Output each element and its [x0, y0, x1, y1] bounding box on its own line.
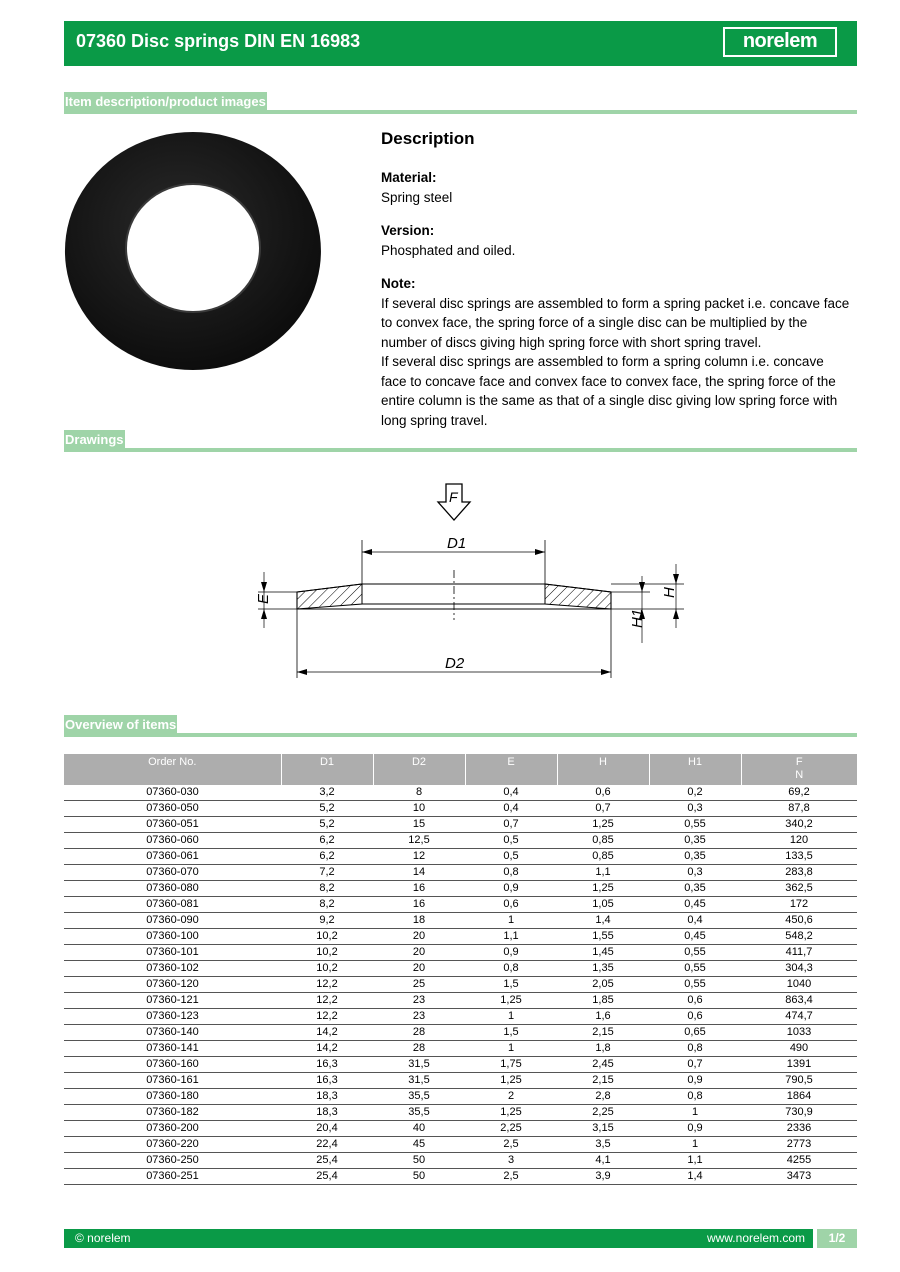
- cell-e: 0,4: [465, 785, 557, 801]
- cell-h: 3,15: [557, 1121, 649, 1137]
- cell-d1: 14,2: [281, 1041, 373, 1057]
- table-row: [64, 1121, 857, 1137]
- cell-d2: 8: [373, 785, 465, 801]
- note-text-1: If several disc springs are assembled to form a spring packet i.e. concave face to convex face, the spring force of a single disc can be multiplied by the number of discs giving high spring force with short spring travel.: [381, 295, 850, 350]
- cell-f: 1391: [741, 1057, 857, 1073]
- cell-order-no: 07360-141: [64, 1041, 281, 1057]
- cell-d1: 5,2: [281, 817, 373, 833]
- cell-d1: 8,2: [281, 897, 373, 913]
- cell-e: 3: [465, 1153, 557, 1169]
- section-rule: [64, 733, 857, 737]
- cell-h: 1,6: [557, 1009, 649, 1025]
- note-block: [381, 274, 851, 430]
- cell-order-no: 07360-081: [64, 897, 281, 913]
- cell-d2: 50: [373, 1169, 465, 1185]
- header-h: H: [557, 754, 649, 785]
- material-label: Material:: [381, 170, 437, 185]
- header-d2: D2: [373, 754, 465, 785]
- cell-d1: 14,2: [281, 1025, 373, 1041]
- cell-d2: 20: [373, 961, 465, 977]
- cell-e: 1,5: [465, 977, 557, 993]
- table-row: [64, 945, 857, 961]
- material-block: [381, 168, 851, 207]
- cell-d2: 12: [373, 849, 465, 865]
- cell-h1: 0,9: [649, 1121, 741, 1137]
- cell-h: 0,85: [557, 833, 649, 849]
- cell-h: 2,25: [557, 1105, 649, 1121]
- version-block: [381, 221, 851, 260]
- cell-d1: 9,2: [281, 913, 373, 929]
- cell-e: 0,8: [465, 961, 557, 977]
- cell-e: 2,25: [465, 1121, 557, 1137]
- cell-order-no: 07360-251: [64, 1169, 281, 1185]
- cell-d2: 35,5: [373, 1089, 465, 1105]
- cell-h1: 0,35: [649, 833, 741, 849]
- cell-order-no: 07360-070: [64, 865, 281, 881]
- cell-d2: 40: [373, 1121, 465, 1137]
- disc-spring-product-image: [64, 132, 326, 374]
- table-row: [64, 913, 857, 929]
- table-header-row: [64, 754, 857, 785]
- cell-f: 172: [741, 897, 857, 913]
- technical-drawing: [240, 478, 700, 688]
- cell-d2: 28: [373, 1025, 465, 1041]
- cell-d1: 10,2: [281, 929, 373, 945]
- cell-e: 1: [465, 1009, 557, 1025]
- cell-f: 304,3: [741, 961, 857, 977]
- cell-h1: 0,6: [649, 993, 741, 1009]
- cell-order-no: 07360-102: [64, 961, 281, 977]
- cell-h: 0,7: [557, 801, 649, 817]
- table-row: [64, 1041, 857, 1057]
- cell-order-no: 07360-200: [64, 1121, 281, 1137]
- cell-h: 3,5: [557, 1137, 649, 1153]
- force-label: F: [449, 489, 458, 505]
- cell-d1: 10,2: [281, 961, 373, 977]
- page-number: 1/2: [817, 1229, 857, 1248]
- cell-f: 69,2: [741, 785, 857, 801]
- cell-order-no: 07360-220: [64, 1137, 281, 1153]
- cell-d1: 5,2: [281, 801, 373, 817]
- dimension-e-label: E: [255, 593, 272, 604]
- cell-d2: 25: [373, 977, 465, 993]
- table-row: [64, 1009, 857, 1025]
- cell-e: 0,9: [465, 945, 557, 961]
- cell-e: 1,25: [465, 1105, 557, 1121]
- cell-d1: 6,2: [281, 849, 373, 865]
- cell-h: 0,85: [557, 849, 649, 865]
- cell-e: 0,9: [465, 881, 557, 897]
- cell-h1: 0,35: [649, 849, 741, 865]
- cell-order-no: 07360-060: [64, 833, 281, 849]
- cell-h1: 0,7: [649, 1057, 741, 1073]
- cell-f: 790,5: [741, 1073, 857, 1089]
- cell-e: 1,1: [465, 929, 557, 945]
- cell-order-no: 07360-180: [64, 1089, 281, 1105]
- cell-d2: 50: [373, 1153, 465, 1169]
- table-row: [64, 977, 857, 993]
- cell-d1: 3,2: [281, 785, 373, 801]
- cell-h: 1,1: [557, 865, 649, 881]
- cell-h1: 0,2: [649, 785, 741, 801]
- table-row: [64, 1025, 857, 1041]
- website-link[interactable]: www.norelem.com: [706, 1231, 805, 1245]
- cell-d2: 31,5: [373, 1057, 465, 1073]
- cell-f: 1040: [741, 977, 857, 993]
- cell-order-no: 07360-160: [64, 1057, 281, 1073]
- cell-d2: 10: [373, 801, 465, 817]
- cell-d1: 12,2: [281, 993, 373, 1009]
- cell-d2: 45: [373, 1137, 465, 1153]
- dimension-d1-label: D1: [447, 535, 467, 552]
- cell-h1: 0,55: [649, 945, 741, 961]
- cell-d2: 14: [373, 865, 465, 881]
- cell-order-no: 07360-182: [64, 1105, 281, 1121]
- cell-order-no: 07360-250: [64, 1153, 281, 1169]
- note-label: Note:: [381, 276, 416, 291]
- table-row: [64, 881, 857, 897]
- section-rule: [64, 448, 857, 452]
- table-row: [64, 1169, 857, 1185]
- table-row: [64, 833, 857, 849]
- description-panel: [381, 128, 851, 444]
- cell-e: 1,75: [465, 1057, 557, 1073]
- page-footer: [64, 1229, 857, 1248]
- cell-f: 2773: [741, 1137, 857, 1153]
- cell-h: 1,55: [557, 929, 649, 945]
- table-row: [64, 1057, 857, 1073]
- cell-order-no: 07360-140: [64, 1025, 281, 1041]
- cell-f: 2336: [741, 1121, 857, 1137]
- cell-h1: 0,8: [649, 1089, 741, 1105]
- cell-h: 1,05: [557, 897, 649, 913]
- cell-e: 1,25: [465, 993, 557, 1009]
- cell-f: 133,5: [741, 849, 857, 865]
- section-item-description: [64, 92, 857, 114]
- cell-f: 4255: [741, 1153, 857, 1169]
- cell-h1: 0,3: [649, 865, 741, 881]
- cell-e: 0,4: [465, 801, 557, 817]
- cell-e: 1,5: [465, 1025, 557, 1041]
- table-row: [64, 993, 857, 1009]
- cell-f: 863,4: [741, 993, 857, 1009]
- table-row: [64, 849, 857, 865]
- header-h1: H1: [649, 754, 741, 785]
- cell-order-no: 07360-100: [64, 929, 281, 945]
- cell-f: 340,2: [741, 817, 857, 833]
- cell-h1: 0,4: [649, 913, 741, 929]
- version-value: Phosphated and oiled.: [381, 242, 516, 258]
- cell-f: 362,5: [741, 881, 857, 897]
- cell-d1: 22,4: [281, 1137, 373, 1153]
- cell-d2: 35,5: [373, 1105, 465, 1121]
- cell-d2: 20: [373, 945, 465, 961]
- cell-f: 450,6: [741, 913, 857, 929]
- cell-f: 87,8: [741, 801, 857, 817]
- cell-h1: 0,65: [649, 1025, 741, 1041]
- cell-f: 3473: [741, 1169, 857, 1185]
- table-body: [64, 785, 857, 1185]
- cell-order-no: 07360-161: [64, 1073, 281, 1089]
- cell-e: 2,5: [465, 1137, 557, 1153]
- cell-d1: 20,4: [281, 1121, 373, 1137]
- page-header: [64, 21, 857, 66]
- cell-f: 1033: [741, 1025, 857, 1041]
- cell-d2: 23: [373, 1009, 465, 1025]
- cell-f: 474,7: [741, 1009, 857, 1025]
- cell-d2: 12,5: [373, 833, 465, 849]
- cell-order-no: 07360-120: [64, 977, 281, 993]
- cell-d1: 18,3: [281, 1089, 373, 1105]
- cell-order-no: 07360-080: [64, 881, 281, 897]
- cell-d1: 25,4: [281, 1153, 373, 1169]
- header-order-no: Order No.: [64, 754, 281, 785]
- cell-order-no: 07360-061: [64, 849, 281, 865]
- cell-h: 1,85: [557, 993, 649, 1009]
- table-row: [64, 1089, 857, 1105]
- cell-d2: 20: [373, 929, 465, 945]
- table-row: [64, 929, 857, 945]
- cell-f: 490: [741, 1041, 857, 1057]
- cell-d1: 12,2: [281, 1009, 373, 1025]
- copyright-text: © norelem: [75, 1231, 131, 1245]
- section-label: Overview of items: [64, 715, 177, 735]
- cell-h: 1,25: [557, 881, 649, 897]
- table-row: [64, 961, 857, 977]
- cell-d1: 18,3: [281, 1105, 373, 1121]
- cell-h: 1,25: [557, 817, 649, 833]
- cell-h: 2,15: [557, 1025, 649, 1041]
- cell-h: 4,1: [557, 1153, 649, 1169]
- cell-e: 0,5: [465, 849, 557, 865]
- cell-h1: 0,3: [649, 801, 741, 817]
- cell-e: 1: [465, 1041, 557, 1057]
- cell-d2: 16: [373, 881, 465, 897]
- cell-order-no: 07360-090: [64, 913, 281, 929]
- cell-h: 2,8: [557, 1089, 649, 1105]
- note-text-2: If several disc springs are assembled to form a spring column i.e. concave face to concave face and convex face to convex face, the spring force of the entire column is the same as that of a single disc giving low spring force with long spring travel.: [381, 354, 838, 428]
- cell-e: 2: [465, 1089, 557, 1105]
- table-row: [64, 865, 857, 881]
- header-d1: D1: [281, 754, 373, 785]
- cell-e: 0,8: [465, 865, 557, 881]
- table-row: [64, 1073, 857, 1089]
- cell-d2: 28: [373, 1041, 465, 1057]
- cell-d1: 12,2: [281, 977, 373, 993]
- cell-order-no: 07360-050: [64, 801, 281, 817]
- section-overview: [64, 715, 857, 737]
- table-row: [64, 1105, 857, 1121]
- cell-h1: 1,4: [649, 1169, 741, 1185]
- cell-d1: 6,2: [281, 833, 373, 849]
- cell-order-no: 07360-121: [64, 993, 281, 1009]
- cell-d1: 7,2: [281, 865, 373, 881]
- dimension-d2-label: D2: [445, 655, 465, 672]
- cell-e: 0,7: [465, 817, 557, 833]
- table-row: [64, 1153, 857, 1169]
- cell-h: 1,35: [557, 961, 649, 977]
- cell-h1: 0,9: [649, 1073, 741, 1089]
- header-f-label: F: [795, 756, 803, 768]
- header-f: [741, 754, 857, 785]
- cell-h1: 0,55: [649, 961, 741, 977]
- header-f-unit: N: [795, 769, 804, 781]
- cell-f: 1864: [741, 1089, 857, 1105]
- cell-h: 0,6: [557, 785, 649, 801]
- dimension-h1-label: H1: [629, 608, 646, 628]
- cell-h: 1,8: [557, 1041, 649, 1057]
- cell-h1: 0,6: [649, 1009, 741, 1025]
- cell-d1: 10,2: [281, 945, 373, 961]
- version-label: Version:: [381, 223, 435, 238]
- cell-h1: 0,45: [649, 929, 741, 945]
- cell-h: 2,15: [557, 1073, 649, 1089]
- cell-e: 0,5: [465, 833, 557, 849]
- page-title: 07360 Disc springs DIN EN 16983: [76, 31, 361, 51]
- items-table: [64, 754, 857, 1185]
- cell-d2: 15: [373, 817, 465, 833]
- table-row: [64, 817, 857, 833]
- cell-d2: 31,5: [373, 1073, 465, 1089]
- cell-h: 3,9: [557, 1169, 649, 1185]
- cell-h1: 0,8: [649, 1041, 741, 1057]
- cell-d1: 16,3: [281, 1073, 373, 1089]
- norelem-logo: norelem: [723, 27, 837, 57]
- cell-d1: 25,4: [281, 1169, 373, 1185]
- cell-order-no: 07360-030: [64, 785, 281, 801]
- header-e: E: [465, 754, 557, 785]
- cell-d2: 18: [373, 913, 465, 929]
- cell-d1: 8,2: [281, 881, 373, 897]
- cell-f: 283,8: [741, 865, 857, 881]
- table-row: [64, 801, 857, 817]
- table-row: [64, 785, 857, 801]
- cell-h1: 1: [649, 1137, 741, 1153]
- cell-h1: 0,35: [649, 881, 741, 897]
- cell-h1: 1,1: [649, 1153, 741, 1169]
- cell-e: 1: [465, 913, 557, 929]
- cell-d2: 23: [373, 993, 465, 1009]
- cell-f: 411,7: [741, 945, 857, 961]
- cell-h1: 1: [649, 1105, 741, 1121]
- cell-h: 2,05: [557, 977, 649, 993]
- dimension-h-label: H: [661, 587, 678, 598]
- cell-e: 1,25: [465, 1073, 557, 1089]
- cell-h: 2,45: [557, 1057, 649, 1073]
- cell-order-no: 07360-101: [64, 945, 281, 961]
- table-row: [64, 897, 857, 913]
- cell-h1: 0,55: [649, 817, 741, 833]
- material-value: Spring steel: [381, 189, 453, 205]
- cell-h1: 0,55: [649, 977, 741, 993]
- section-label: Item description/product images: [64, 92, 267, 112]
- description-heading: Description: [381, 129, 475, 148]
- cell-d2: 16: [373, 897, 465, 913]
- section-drawings: [64, 430, 857, 452]
- cell-f: 120: [741, 833, 857, 849]
- cell-e: 2,5: [465, 1169, 557, 1185]
- cell-f: 730,9: [741, 1105, 857, 1121]
- section-rule: [64, 110, 857, 114]
- cell-e: 0,6: [465, 897, 557, 913]
- cell-h: 1,4: [557, 913, 649, 929]
- cell-d1: 16,3: [281, 1057, 373, 1073]
- cell-h: 1,45: [557, 945, 649, 961]
- cell-order-no: 07360-051: [64, 817, 281, 833]
- cell-h1: 0,45: [649, 897, 741, 913]
- cell-f: 548,2: [741, 929, 857, 945]
- table-row: [64, 1137, 857, 1153]
- cell-order-no: 07360-123: [64, 1009, 281, 1025]
- section-label: Drawings: [64, 430, 125, 450]
